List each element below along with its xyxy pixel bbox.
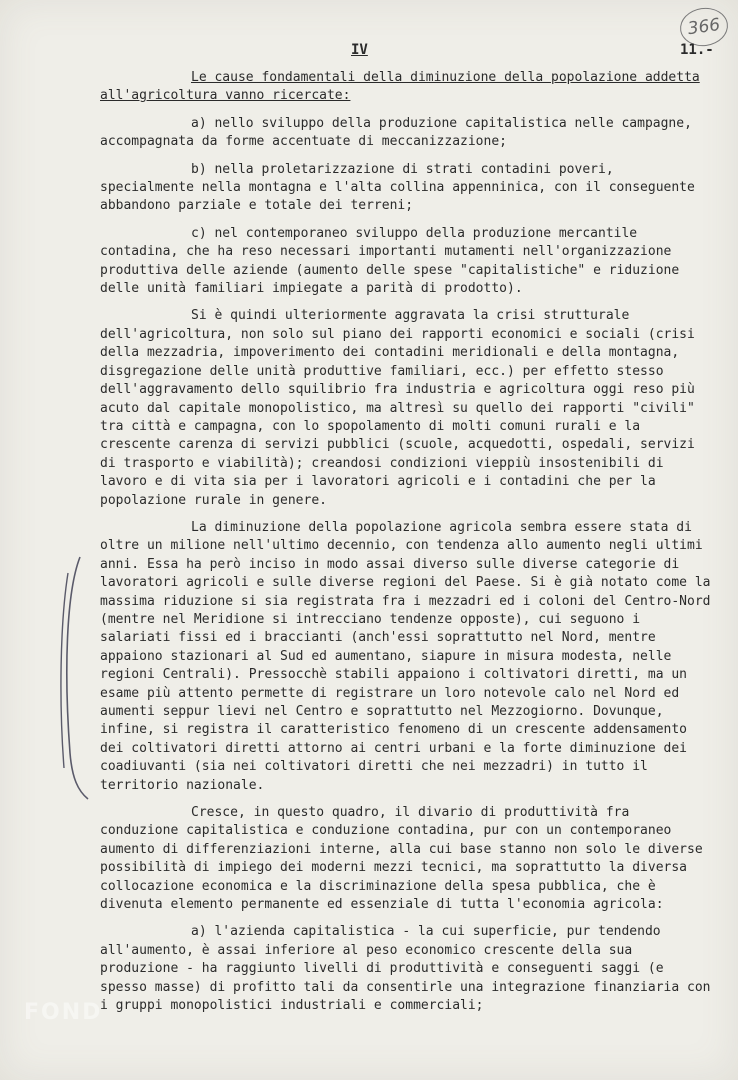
body-text: [100, 69, 712, 1025]
productivity-gap-paragraph: Cresce, in questo quadro, il divario di produttività fra conduzione capitalistica e conduzione contadina, pur con un contemporaneo aumento di differenziazioni interne, alla cui base stanno non solo le diverse possibilità di impiego dei moderni mezzi tecnici, ma soprattutto la diversa collocazione economica e la discriminazione della spesa pubblica, che è divenuta elemento permanente ed essenziale di tutta l'economia agricola:: [100, 805, 703, 913]
cause-a-paragraph: a) nello sviluppo della produzione capitalistica nelle campagne, accompagnata da forme accentuate di meccanizzazione;: [100, 115, 692, 150]
intro-paragraph: Le cause fondamentali della diminuzione della popolazione addetta all'agricoltura vanno ricercate:: [100, 70, 700, 104]
crisis-paragraph: Si è quindi ulteriormente aggravata la crisi strutturale dell'agricoltura, non solo sul piano dei rapporti economici e sociali (crisi della mezzadria, impoverimento dei contadini meridionali e della montagna, disgregazione delle unità produttive familiari, ecc.) per effetto stesso dell'aggravamento dello squilibrio fra industria e agricoltura oggi reso più acuto dal capitale monopolistico, ma altresì su quello dei rapporti "civili" tra città e campagna, con lo spopolamento di molti comuni rurali e la crescente carenza di servizi pubblici (scuole, acquedotti, ospedali, servizi di trasporto e viabilità); creandosi condizioni vieppiù insostenibili di lavoro e di vita sia per i lavoratori agricoli e i contadini che per la popolazione rurale in genere.: [100, 308, 695, 508]
capitalist-farm-paragraph: a) l'azienda capitalistica - la cui superficie, pur tendendo all'aumento, è assai inferiore al peso economico crescente della sua produzione - ha raggiunto livelli di produttività e conseguenti saggi (e spesso masse) di profitto tali da consentirle una integrazione finanziaria con i gruppi monopolistici industriali e commerciali;: [100, 924, 711, 1014]
margin-bracket-mark: [58, 553, 94, 803]
cause-b-paragraph: b) nella proletarizzazione di strati contadini poveri, specialmente nella montagna e l'alta collina appenninica, con il conseguente abbandono parziale e totale dei terreni;: [100, 161, 695, 214]
population-decline-paragraph: La diminuzione della popolazione agricola sembra essere stata di oltre un milione nell'ultimo decennio, con tendenza allo aumento negli ultimi anni. Essa ha però inciso in modo assai diverso sulle diverse categorie di lavoratori agricoli e sulle diverse regioni del Paese. Si è già notato come la massima riduzione si sia registrata fra i mezzadri ed i coloni del Centro-Nord (mentre nel Meridione si intrecciano tendenze opposte), cui seguono i salariati fissi ed i braccianti (anch'essi soprattutto nel Nord, mentre appaiono stazionari al Sud ed aumentano, siapure in misura modesta, nelle regioni Centrali). Pressocchè stabili appaiono i coltivatori diretti, ma un esame più attento permette di registrare un loro notevole calo nel Nord ed aumenti seppur lievi nel Centro e soprattutto nel Mezzogiorno. Dovunque, infine, si registra il caratteristico fenomeno di un crescente addensamento dei coltivatori diretti attorno ai centri urbani e la forte diminuzione dei coadiuvanti (sia nei coltivatori diretti che nei mezzadri) in tutto il territorio nazionale.: [100, 519, 711, 793]
archive-stamp-number: 366: [686, 14, 722, 40]
cause-c-paragraph: c) nel contemporaneo sviluppo della produzione mercantile contadina, che ha reso necessari importanti mutamenti nell'organizzazione produttiva delle aziende (aumento delle spese "capitalistiche" e riduzione delle unità familiari impiegate a parità di prodotto).: [100, 225, 680, 297]
chapter-numeral: IV: [351, 42, 368, 58]
archive-watermark: FOND: [24, 1000, 103, 1025]
page-number: 11.-: [680, 42, 714, 58]
